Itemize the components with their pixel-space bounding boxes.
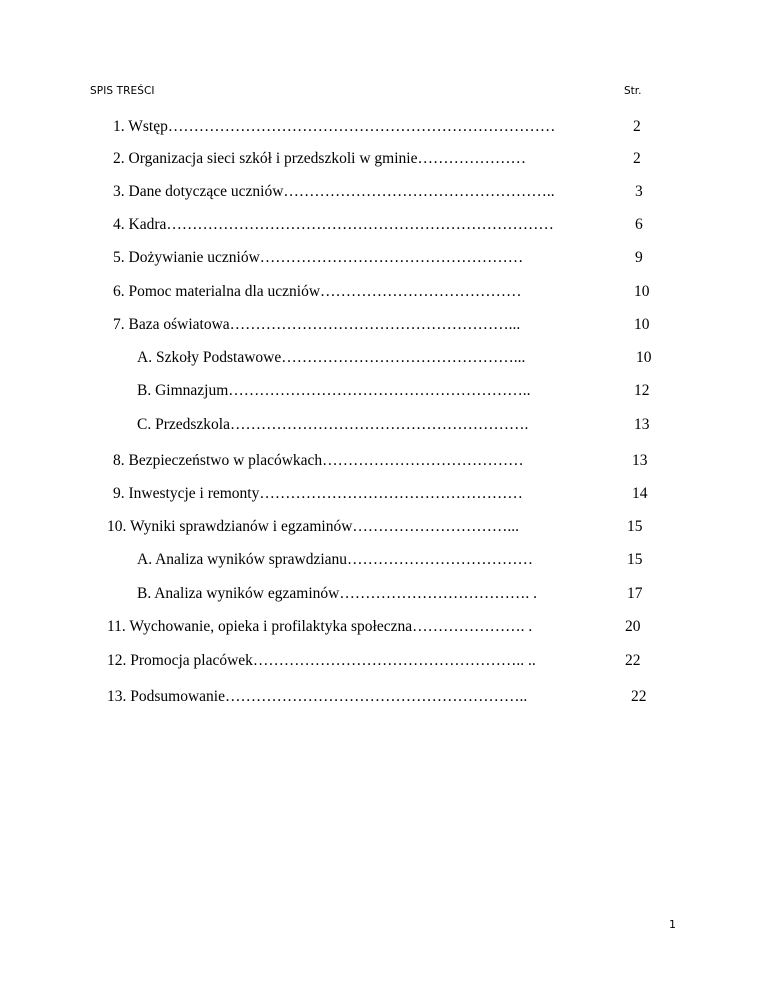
- toc-subentry-7c: C. Przedszkola………………………………………………….: [137, 416, 529, 433]
- toc-entry-9: 9. Inwestycje i remonty……………………………………………: [113, 485, 523, 502]
- toc-heading: SPIS TREŚCI: [90, 85, 155, 97]
- toc-page-4: 6: [635, 216, 643, 233]
- toc-entry-6: 6. Pomoc materialna dla uczniów…………………………………: [113, 283, 522, 300]
- toc-page-13: 22: [631, 688, 647, 705]
- toc-page-6: 10: [634, 283, 650, 300]
- toc-page-7a: 10: [636, 349, 652, 366]
- toc-entry-7: 7. Baza oświatowa………………………………………………...: [113, 316, 521, 333]
- toc-page-2: 2: [633, 150, 641, 167]
- toc-subentry-7b: B. Gimnazjum…………………………………………………..: [137, 382, 531, 399]
- toc-page-7c: 13: [634, 416, 650, 433]
- toc-page-9: 14: [632, 485, 648, 502]
- toc-page-7: 10: [634, 316, 650, 333]
- footer-page-number: 1: [669, 918, 676, 931]
- toc-subentry-7a: A. Szkoły Podstawowe………………………………………...: [137, 349, 526, 366]
- toc-page-10a: 15: [627, 551, 643, 568]
- toc-page-3: 3: [635, 183, 643, 200]
- toc-page-7b: 12: [634, 382, 650, 399]
- toc-subentry-10a: A. Analiza wyników sprawdzianu………………………………: [137, 551, 534, 568]
- toc-page-10b: 17: [627, 585, 643, 602]
- toc-entry-3: 3. Dane dotyczące uczniów……………………………………………..: [113, 183, 555, 200]
- toc-entry-11: 11. Wychowanie, opieka i profilaktyka społeczna…………………. .: [107, 618, 533, 635]
- toc-page-8: 13: [632, 452, 648, 469]
- toc-page-11: 20: [625, 618, 641, 635]
- toc-entry-2: 2. Organizacja sieci szkół i przedszkoli w gminie…………………: [113, 150, 526, 167]
- toc-page-1: 2: [633, 118, 641, 135]
- toc-page-5: 9: [635, 249, 643, 266]
- toc-entry-8: 8. Bezpieczeństwo w placówkach…………………………………: [113, 452, 524, 469]
- toc-entry-10: 10. Wyniki sprawdzianów i egzaminów…………………………...: [107, 518, 520, 535]
- toc-page-12: 22: [625, 652, 641, 669]
- toc-entry-4: 4. Kadra…………………………………………………………………: [113, 216, 554, 233]
- toc-entry-12: 12. Promocja placówek…………………………………………….. ..: [107, 652, 536, 669]
- page-column-heading: Str.: [624, 85, 642, 97]
- toc-page-10: 15: [627, 518, 643, 535]
- toc-entry-5: 5. Dożywianie uczniów……………………………………………: [113, 249, 524, 266]
- toc-entry-13: 13. Podsumowanie…………………………………………………..: [107, 688, 528, 705]
- toc-entry-1: 1. Wstęp…………………………………………………………………: [113, 118, 556, 135]
- toc-subentry-10b: B. Analiza wyników egzaminów………………………………. .: [137, 585, 537, 602]
